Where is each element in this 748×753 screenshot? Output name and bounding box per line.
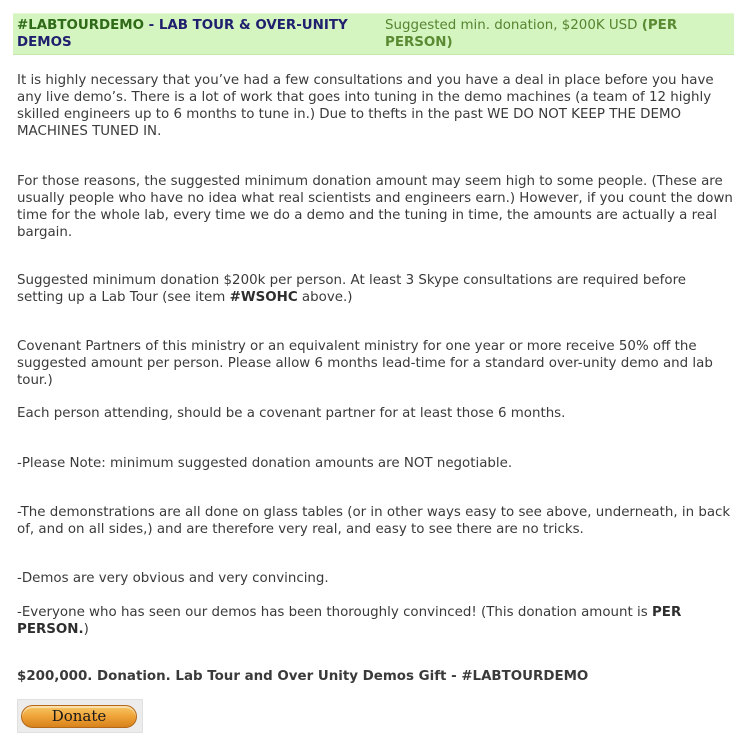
donation-summary: $200,000. Donation. Lab Tour and Over Unity Demos Gift - #LABTOURDEMO bbox=[17, 669, 589, 684]
donate-button[interactable] bbox=[17, 699, 143, 733]
product-header bbox=[13, 13, 734, 55]
paragraph-minimum-donation bbox=[17, 272, 735, 306]
convinced-text: -Everyone who has seen our demos has been thoroughly convinced! (This donation amount is bbox=[17, 605, 652, 620]
title-separator: - bbox=[144, 18, 159, 33]
paragraph-not-negotiable: -Please Note: minimum suggested donation amounts are NOT negotiable. bbox=[17, 456, 513, 471]
paragraph-consultations: It is highly necessary that you’ve had a few consultations and you have a deal in place before you have any live demo’s. There is a lot of work that goes into tuning in the demo machines (a team of 12 highly skilled engineers up to 6 months to tune in.) Due to thefts in the past WE DO NOT KEEP THE DEMO MACHINES TUNED IN. bbox=[17, 73, 714, 139]
suggested-donation bbox=[385, 17, 725, 51]
paragraph-glass-tables: -The demonstrations are all done on glass tables (or in other ways easy to see above, underneath, in back of, and on all sides,) and are therefore very real, and easy to see there are no tricks. bbox=[17, 505, 731, 537]
paragraph-convinced bbox=[17, 604, 735, 638]
min-donation-text: Suggested minimum donation $200k per person. At least 3 Skype consultations are required before setting up a Lab Tour (see item bbox=[17, 273, 687, 305]
product-hashtag: #LABTOURDEMO bbox=[17, 18, 144, 33]
donate-button-label: Donate bbox=[21, 705, 137, 728]
wsohc-reference: #WSOHC bbox=[229, 290, 298, 305]
per-person-note: (PER PERSON) bbox=[385, 18, 678, 50]
paragraph-covenant-partners: Covenant Partners of this ministry or an equivalent ministry for one year or more receive 50% off the suggested amount per person. Please allow 6 months lead-time for a standard over-unity demo and lab tour.) bbox=[17, 339, 713, 388]
per-person-emphasis: PER PERSON. bbox=[17, 605, 682, 637]
paragraph-attendance: Each person attending, should be a covenant partner for at least those 6 months. bbox=[17, 406, 566, 421]
paragraph-convincing: -Demos are very obvious and very convincing. bbox=[17, 571, 329, 586]
convinced-text-end: ) bbox=[83, 622, 89, 637]
product-name: LAB TOUR & OVER-UNITY DEMOS bbox=[17, 18, 348, 50]
paragraph-reasons: For those reasons, the suggested minimum donation amount may seem high to some people. (These are usually people who have no idea what real scientists and engineers earn.) However, if you count the down time for the whole lab, every time we do a demo and the tuning in time, the amounts are actually a real bargain. bbox=[17, 174, 733, 240]
min-donation-text-end: above.) bbox=[297, 290, 353, 305]
donation-amount-text: Suggested min. donation, $200K USD bbox=[385, 18, 642, 33]
product-title bbox=[17, 17, 369, 51]
